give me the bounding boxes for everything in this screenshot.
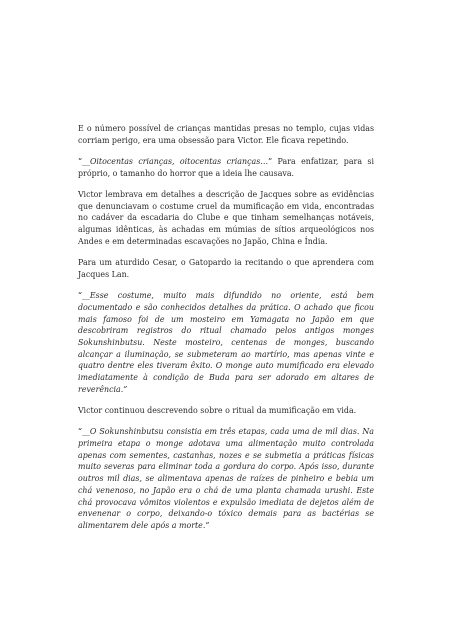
paragraph-2 [78, 156, 374, 179]
paragraph-4: Para um aturdido Cesar, o Gatopardo ia recitando o que aprendera com Jacques Lan. [78, 258, 374, 279]
paragraph-5-quote: “__Esse costume, muito mais difundido no oriente, está bem documentado e são conhecidos detalhes da prática. O achado que ficou mais famoso foi de um mosteiro em Yamagata no Japão em que descobriram registros do ritual chamado pelos antigos monges Sokunshinbutsu. Neste mosteiro, centenas de monges, buscando alcançar a iluminação, se submeteram ao martírio, mas apenas vinte e quatro dentre eles tiveram êxito. O monge auto mumificado era elevado imediatamente à condição de Buda para ser adorado em altares de reverência.” [78, 291, 374, 394]
paragraph-3: Victor lembrava em detalhes a descrição de Jacques sobre as evidências que denunciavam o costume cruel da mumificação em vida, encontradas no cadáver da escadaria do Clube e que tinham semelhanças notáveis, algumas idênticas, às achadas em múmias de sítios arqueológicos nos Andes e em determinadas escavações no Japão, China e Índia. [78, 190, 374, 246]
paragraph-2-tail: ” Para enfatizar, para si próprio, o tamanho do horror que a ideia lhe causava. [78, 157, 374, 178]
paragraph-2-italic: Oitocentas crianças, oitocentas crianças… [89, 157, 269, 166]
paragraph-2-lead: “__ [78, 157, 90, 166]
paragraph-1: E o número possível de crianças mantidas presas no templo, cujas vidas corriam perigo, era uma obsessão para Victor. Ele ficava repetindo. [78, 124, 374, 145]
paragraph-6: Victor continuou descrevendo sobre o ritual da mumificação em vida. [78, 406, 357, 416]
paragraph-7-quote: “__O Sokunshinbutsu consistia em três etapas, cada uma de mil dias. Na primeira etapa o monge adotava uma alimentação muito controlada apenas com sementes, castanhas, nozes e se submetia a práticas físicas muito severas para eliminar toda a gordura do corpo. Após isso, durante outros mil dias, se alimentava apenas de raízes de pinheiro e bebia um chá venenoso, no Japão era o chá de uma planta chamada urushi. Este chá provocava vômitos violentos e expulsão imediata de dejetos além de envenenar o corpo, deixando-o tóxico demais para as bactérias se alimentarem dele após a morte.” [78, 427, 374, 530]
document-body [78, 123, 374, 541]
